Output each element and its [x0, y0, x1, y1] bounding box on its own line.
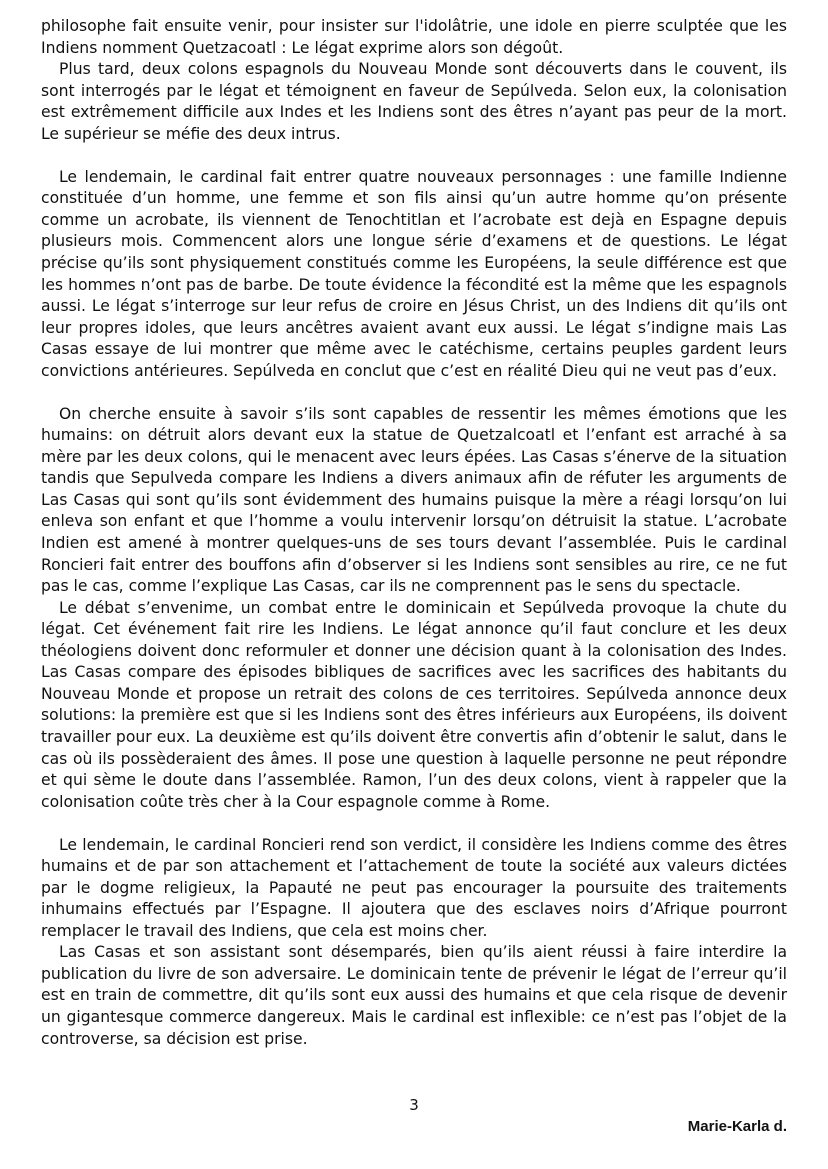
paragraph-spacer — [41, 382, 787, 404]
document-body — [41, 16, 787, 1050]
paragraph: Plus tard, deux colons espagnols du Nouveau Monde sont découverts dans le couvent, ils sont interrogés par le légat et témoignent en faveur de Sepúlveda. Selon eux, la colonisation est extrêmement difficile aux Indes et les Indiens sont des êtres n’ayant pas peur de la mort. Le supérieur se méfie des deux intrus. — [41, 60, 787, 143]
paragraph: On cherche ensuite à savoir s’ils sont capables de ressentir les mêmes émotions que les humains: on détruit alors devant eux la statue de Quetzalcoatl et l’enfant est arraché à sa mère par les deux colons, qui le menacent avec leurs épées. Las Casas s’énerve de la situation tandis que Sepulveda compare les Indiens a divers animaux afin de réfuter les arguments de Las Casas qui sont qu’ils sont évidemment des humains puisque la mère a réagi lorsqu’on lui enleva son enfant et que l’homme a voulu intervenir lorsqu’on détruisit la statue. L’acrobate Indien est amené à montrer quelques-uns de ses tours devant l’assemblée. Puis le cardinal Roncieri fait entrer des bouffons afin d’observer si les Indiens sont sensibles au rire, ce ne fut pas le cas, comme l’explique Las Casas, car ils ne comprennent pas le sens du spectacle. — [41, 404, 787, 596]
paragraph: Le débat s’envenime, un combat entre le dominicain et Sepúlveda provoque la chute du légat. Cet événement fait rire les Indiens. Le légat annonce qu’il faut conclure et les deux théologiens doivent donc reformuler et donner une décision quant à la colonisation des Indes. Las Casas compare des épisodes bibliques de sacrifices avec les sacrifices des habitants du Nouveau Monde et propose un retrait des colons de ces territoires. Sepúlveda annonce deux solutions: la première est que si les Indiens sont des êtres inférieurs aux Européens, ils doivent travailler pour eux. La deuxième est qu’ils doivent être convertis afin d’obtenir le salut, dans le cas où ils possèderaient des âmes. Il pose une question à laquelle personne ne peut répondre et qui sème le doute dans l’assemblée. Ramon, l’un des deux colons, vient à rappeler que la colonisation coûte très cher à la Cour espagnole comme à Rome. — [41, 598, 787, 811]
paragraph: Le lendemain, le cardinal fait entrer quatre nouveaux personnages : une famille Indienne constituée d’un homme, une femme et son fils ainsi qu’un autre homme qu’on présente comme un acrobate, ils viennent de Tenochtitlan et l’acrobate est dejà en Espagne depuis plusieurs mois. Commencent alors une longue série d’examens et de questions. Le légat précise qu’ils sont physiquement constitués comme les Européens, la seule différence est que les hommes n’ont pas de barbe. De toute évidence la fécondité est la même que les espagnols aussi. Le légat s’interroge sur leur refus de croire en Jésus Christ, un des Indiens dit qu’ils ont leur propres idoles, que leurs ancêtres avaient avant eux aussi. Le légat s’indigne mais Las Casas essaye de lui montrer que même avec le catéchisme, certains peuples gardent leurs convictions antérieures. Sepúlveda en conclut que c’est en réalité Dieu qui ne veut pas d’eux. — [41, 167, 787, 380]
paragraph: philosophe fait ensuite venir, pour insister sur l'idolâtrie, une idole en pierre sculptée que les Indiens nomment Quetzacoatl : Le légat exprime alors son dégoût. — [41, 17, 787, 57]
paragraph-spacer — [41, 145, 787, 167]
paragraph: Las Casas et son assistant sont désemparés, bien qu’ils aient réussi à faire interdire la publication du livre de son adversaire. Le dominicain tente de prévenir le légat de l’erreur qu’il est en train de commettre, dit qu’ils sont eux aussi des humains et que cela risque de devenir un gigantesque commerce dangereux. Mais le cardinal est inflexible: ce n’est pas l’objet de la controverse, sa décision est prise. — [41, 943, 787, 1048]
page-number: 3 — [409, 1096, 419, 1114]
paragraph-spacer — [41, 813, 787, 835]
author-signature: Marie-Karla d. — [687, 1118, 787, 1135]
paragraph: Le lendemain, le cardinal Roncieri rend son verdict, il considère les Indiens comme des êtres humains et de par son attachement et l’attachement de toute la société aux valeurs dictées par le dogme religieux, la Papauté ne peut pas encourager la poursuite des traitements inhumains effectués par l’Espagne. Il ajoutera que des esclaves noirs d’Afrique pourront remplacer le travail des Indiens, que cela est moins cher. — [41, 835, 787, 940]
